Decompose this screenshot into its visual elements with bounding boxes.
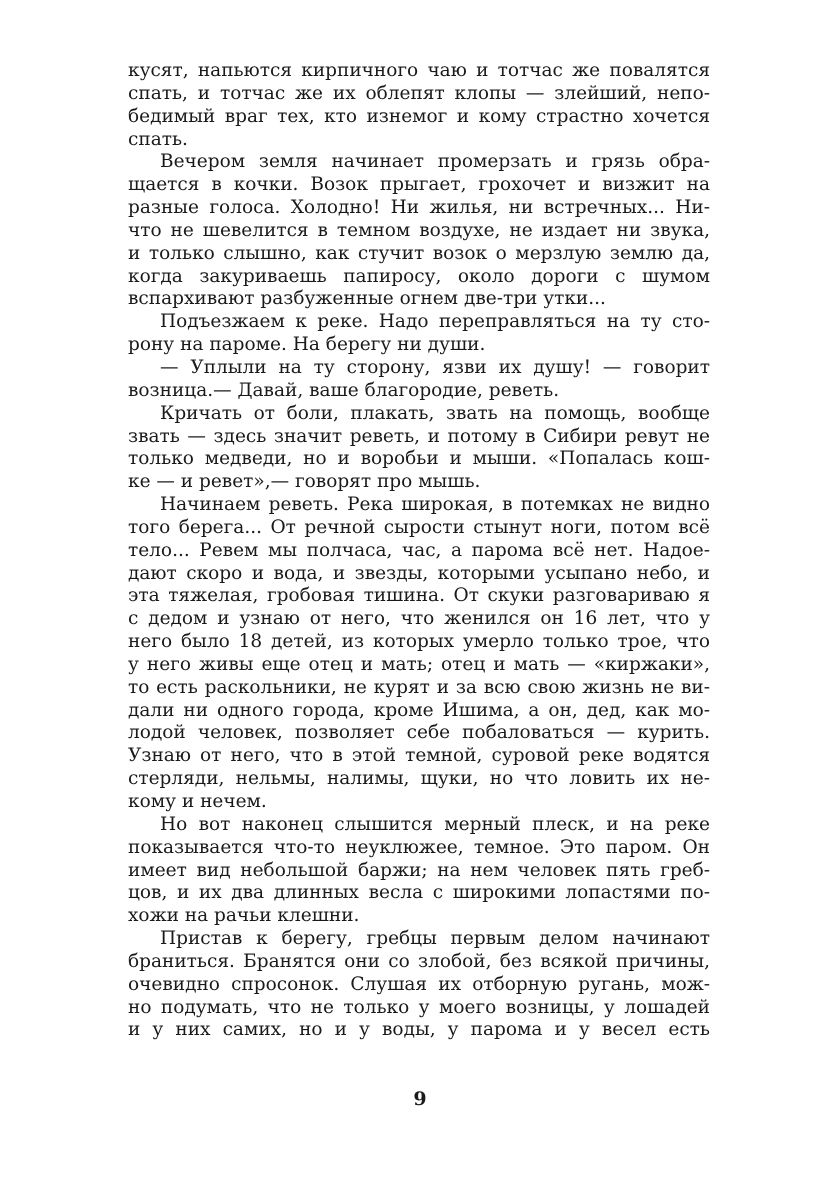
text-line: у него живы еще отец и мать; отец и мать — «киржаки», [128, 653, 710, 675]
page-number: 9 [413, 1088, 427, 1110]
paragraph-start-line: — Уплыли на ту сторону, язви их душу! — говорит [160, 356, 710, 378]
paragraph-start-line: Вечером земля начинает промерзать и грязь обра- [160, 151, 710, 173]
text-line: возница.— Давай, ваше благородие, реветь. [128, 379, 560, 401]
text-line: тело... Ревем мы полчаса, час, а парома всё нет. Надое- [128, 539, 710, 561]
paragraph-start-line: Подъезжаем к реке. Надо переправляться на ту сто- [160, 311, 710, 333]
paragraph-start-line: Пристав к берегу, гребцы первым делом начинают [160, 928, 710, 950]
text-line: рону на пароме. На берегу ни души. [128, 334, 486, 356]
text-line: лодой человек, позволяет себе побаловаться — курить. [128, 722, 710, 744]
paragraph-start-line: Начинаем реветь. Река широкая, в потемках не видно [160, 494, 710, 516]
text-line: что не шевелится в темном воздухе, не издает ни звука, [128, 219, 710, 241]
text-line: имеет вид небольшой баржи; на нем человек пять греб- [128, 859, 710, 881]
text-line: кусят, напьются кирпичного чаю и тотчас же повалятся [128, 60, 710, 81]
text-line: очевидно спросонок. Слушая их отборную ругань, мож- [128, 973, 710, 995]
text-line: то есть раскольники, не курят и за всю свою жизнь не ви- [128, 676, 710, 698]
text-line: спать, и тотчас же их облепят клопы — злейший, непо- [128, 82, 710, 104]
text-line: хожи на рачьи клешни. [128, 905, 360, 927]
text-line: него было 18 детей, из которых умерло только трое, что [128, 631, 710, 653]
text-line: с дедом и узнаю от него, что женился он 16 лет, что у [128, 608, 710, 630]
text-line: и у них самих, но и у воды, у парома и у весел есть [128, 1019, 710, 1041]
text-line: разные голоса. Холодно! Ни жилья, ни встречных... Ни- [128, 197, 710, 219]
text-line: щается в кочки. Возок прыгает, грохочет и визжит на [128, 174, 710, 196]
paragraph-start-line: Кричать от боли, плакать, звать на помощь, вообще [160, 402, 710, 424]
text-line: показывается что-то неуклюжее, темное. Это паром. Он [128, 836, 710, 858]
text-line: эта тяжелая, гробовая тишина. От скуки разговариваю я [128, 585, 710, 607]
text-line: дают скоро и вода, и звезды, которыми усыпано небо, и [128, 562, 710, 584]
text-line: кому и нечем. [128, 791, 267, 812]
text-line: но подумать, что не только у моего возницы, у лошадей [128, 996, 710, 1018]
text-line: звать — здесь значит реветь, и потому в Сибири ревут не [128, 425, 710, 447]
text-line: стерляди, нельмы, налимы, щуки, но что ловить их не- [128, 768, 710, 790]
text-line: дали ни одного города, кроме Ишима, а он, дед, как мо- [128, 699, 710, 721]
text-line: Узнаю от него, что в этой темной, суровой реке водятся [128, 745, 710, 767]
text-line: только медведи, но и воробьи и мыши. «Попалась кош- [128, 448, 710, 470]
text-line: ке — и ревет»,— говорят про мышь. [128, 471, 481, 493]
text-line: когда закуриваешь папиросу, около дороги с шумом [128, 265, 710, 287]
text-line: и только слышно, как стучит возок о мерзлую землю да, [128, 242, 710, 264]
text-line: браниться. Бранятся они со злобой, без всякой причины, [128, 950, 710, 972]
paragraph-start-line: Но вот наконец слышится мерный плеск, и на реке [160, 813, 710, 835]
text-line: того берега... От речной сырости стынут ноги, потом всё [128, 516, 710, 538]
text-line: вспархивают разбуженные огнем две-три утки... [128, 288, 606, 310]
text-line: спать. [128, 128, 188, 150]
body-text [128, 60, 710, 1042]
text-line: бедимый враг тех, кто изнемог и кому страстно хочется [128, 105, 710, 127]
text-line: цов, и их два длинных весла с широкими лопастями по- [128, 882, 710, 904]
